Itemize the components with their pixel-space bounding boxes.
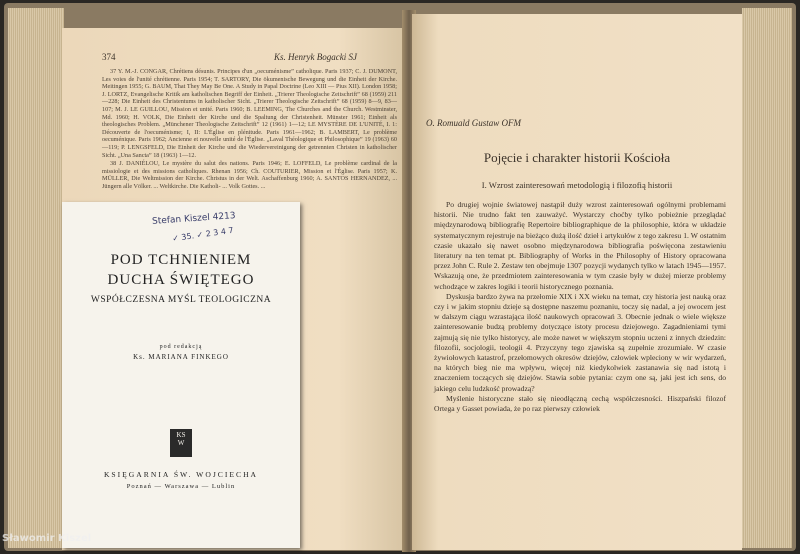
section-heading: I. Wzrost zainteresowań metodologią i filozofią historii [481,180,673,190]
handwritten-note: ✓ 35. ✓ 2 3 4 7 [171,225,235,244]
editor-label: pod redakcją [159,344,203,350]
publisher-logo-icon: KS W [170,429,192,457]
handwritten-signature: Stefan Kiszel 4213 [151,211,236,227]
publisher-places: Poznań — Warszawa — Lublin [126,483,236,490]
footnote: 37 Y. M.-J. CONGAR, Chrétiens désunis. Principes d'un „oecuménisme” catholique. Paris 1937; C. J. DUMONT, Les voies de l'unité chrétienne. Paris 1954; T. SARTORY, Die ökumenische Bewegung und die Einheit der Kirche. Meitingen 1955; G. BAUM, That They May Be One. A Study in Papal Doctrine (Leo XIII — Pius XII). London 1958; J. LORTZ, Evangelische Kritik am katholischen Begriff der Einheit. „Trierer Theologische Zeitschrift” 68 (1959) 211—228; Die Einheit des Christentums in katholischer Sicht. „Trierer Theologische Zeitschrift” 68 (1959) 8—9, 83—107; M. J. LE GUILLOU, Mission et unité. Paris 1960; B. LEEMING, The Churches and the Church. Westminster, Md. 1960; H. VOLK, Die Einheit der Kirche und die Spaltung der Christenheit. Münster 1961; Einheit als theologisches Problem. „Münchener Theologische Zeitschrift” 12 (1961) 1—12; LE MYSTÈRE DE L'UNITÉ, I. 1: Découverte de l'oecuménisme; I, II: L'Église en plénitude. Paris 1961—1962; B. LAMBERT, Le problème oecuménique. Paris 1962; Ancienne et nouvelle unité de l'Église. „Laval Théologique et Philosophique” 19 (1963) 60—119; P. LENGSFELD, Die Einheit der Kirche und die Wiedervereinigung der getrennten Christen in katholischer Sicht. „Una Sancta” 18 (1963) 1—12. [102,68,397,159]
body-text [434,200,726,414]
footnote: 38 J. DANIÉLOU, Le mystère du salut des nations. Paris 1946; E. LOFFELD, Le problème cardinal de la missiologie et des missions catholiques. Rhenan 1956; Ch. COUTURIER, Mission et l'Église. Paris 1957; K. MÜLLER, Die Weltmission der Kirche. Christus in der Welt. Aschaffenburg 1960; A. SANTOS HERNANDEZ, ... Jüngern alle Völker. ... Weltkirche. Die Katholi- ... Volk Gottes. ... [102,160,397,190]
book-title-line2: DUCHA ŚWIĘTEGO [107,272,255,288]
chapter-author: O. Romuald Gustaw OFM [426,118,521,128]
paragraph: Myślenie historyczne stało się nieodłączną cechą współczesności. Hiszpański filozof Ortega y Gasset powiada, że po raz pierwszy człowiek [434,393,726,414]
page-number: 374 [102,52,116,62]
running-head: Ks. Henryk Bogacki SJ [274,52,357,62]
paragraph: Dyskusja bardzo żywa na przełomie XIX i XX wieku na temat, czy historia jest nauką oraz czy i w jakim stopniu dzieje są dostępne naszemu poznaniu, toczy się nadal, a jej owocem jest w dalszym ciągu wzrastająca ilość naukowych opracowań 3. Obecnie jednak o wiele większe zainteresowanie budzą problemy dotyczące istoty procesu dziejowego. Zagadnieniami tymi zajmują się nie tylko historycy, ale może nawet w większym stopniu uczeni z innych dziedzin: filozofii, socjologii, teologii 4. Przyczyny tego zjawiska są zupełnie zrozumiałe. W czasie żywiołowych katastrof, przełomowych okresów dziejów, człowiek wpleciony w wir wydarzeń, na których bieg nie ma wpływu, więcej niż kiedykolwiek zastanawia się nad istotą i znaczeniem toczących się dziejów. Stawia sobie pytania: czym one są, jaki jest ich sens, do jakiego celu ludzkość prowadzą? [434,291,726,393]
left-page-edges [8,8,64,548]
publisher-name: KSIĘGARNIA ŚW. WOJCIECHA [103,470,259,479]
book-subtitle: WSPÓŁCZESNA MYŚL TEOLOGICZNA [90,295,272,305]
footnotes [102,68,397,192]
title-page-card [62,202,300,548]
right-page-edges [742,8,792,548]
right-page [412,14,742,550]
watermark: Sławomir Kiszel [2,533,92,544]
editor-name: Ks. MARIANA FINKEGO [133,353,229,361]
book-title-line1: POD TCHNIENIEM [110,252,252,268]
chapter-title: Pojęcie i charakter historii Kościoła [483,150,671,165]
paragraph: Po drugiej wojnie światowej nastąpił duży wzrost zainteresowań ogólnymi problemami historii. Nie trudno fakt ten zauważyć. Wystarczy choćby tylko pobieżnie przeglądać międzynarodową bibliografię Repertoire bibliographique de la philosophie, która w układzie systematycznym rejestruje na bieżąco dużą ilość dzieł i artykułów z tego zakresu 1. W ostatnim czasie ukazało się nawet osobno międzynarodowa bibliografia poświęcona zestawieniu literatury na ten temat pt. Bibliography of Works in the Philosophy of History opracowana przez John C. Rule 2. Zestaw ten obejmuje 1307 pozycji wydanych tylko w latach 1945—1957. Wskazują one, że przedmiotem zainteresowania w tym czasie były w dużej mierze problemy wchodzące w zakres logiki i teorii historycznego poznania. [434,200,726,291]
